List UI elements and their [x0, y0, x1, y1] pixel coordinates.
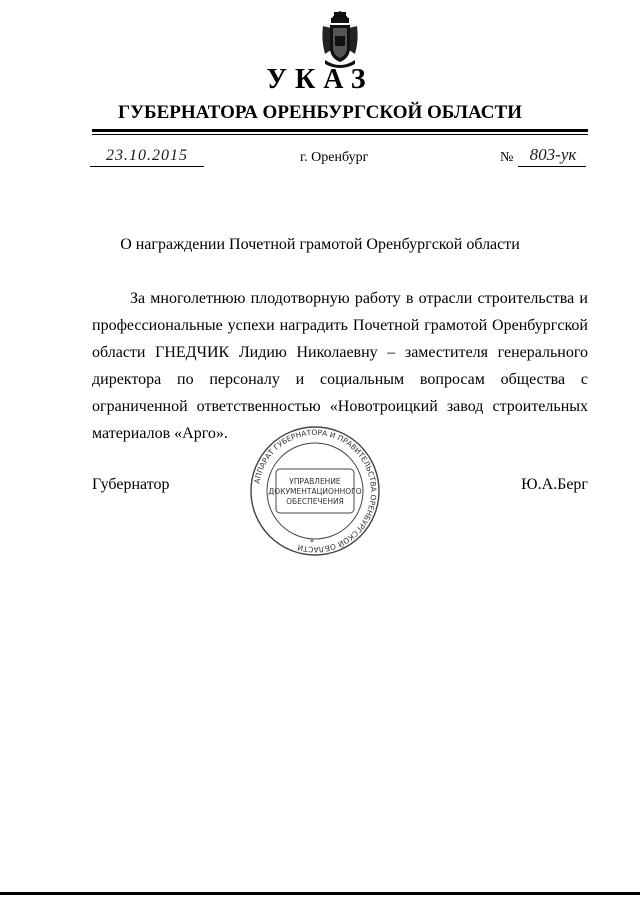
stamp-line-1: УПРАВЛЕНИЕ: [289, 477, 341, 486]
signatory-position: Губернатор: [92, 476, 170, 493]
header-rule: [92, 129, 588, 132]
document-number: 803-ук: [529, 145, 577, 164]
official-stamp: [248, 424, 382, 558]
header-rule-thin: [92, 134, 588, 135]
coat-of-arms-icon: [319, 10, 361, 70]
number-underline: [518, 166, 586, 167]
stamp-line-2: ДОКУМЕНТАЦИОННОГО: [268, 487, 362, 496]
signatory-name: Ю.А.Берг: [521, 476, 588, 493]
date-underline: [90, 166, 204, 167]
document-title: УКАЗ: [266, 64, 374, 95]
stamp-star: *: [310, 538, 314, 547]
stamp-line-3: ОБЕСПЕЧЕНИЯ: [286, 497, 344, 506]
number-label: №: [500, 150, 514, 165]
document-heading: О награждении Почетной грамотой Оренбургской области: [120, 236, 520, 253]
stamp-outer-text: АППАРАТ ГУБЕРНАТОРА И ПРАВИТЕЛЬСТВА ОРЕНБУРГСКОЙ ОБЛАСТИ: [252, 427, 379, 555]
document-body: За многолетнюю плодотворную работу в отрасли строительства и профессиональные успехи наградить Почетной грамотой Оренбургской области ГНЕДЧИК Лидию Николаевну – заместителя генерального директора по персоналу и социальным вопросам общества с ограниченной ответственностью «Новотроицкий завод строительных материалов «Арго».: [92, 290, 588, 442]
document-date: 23.10.2015: [106, 147, 188, 164]
document-city: г. Оренбург: [300, 150, 369, 165]
document-subtitle: ГУБЕРНАТОРА ОРЕНБУРГСКОЙ ОБЛАСТИ: [118, 102, 522, 123]
page-bottom-rule: [0, 892, 640, 895]
